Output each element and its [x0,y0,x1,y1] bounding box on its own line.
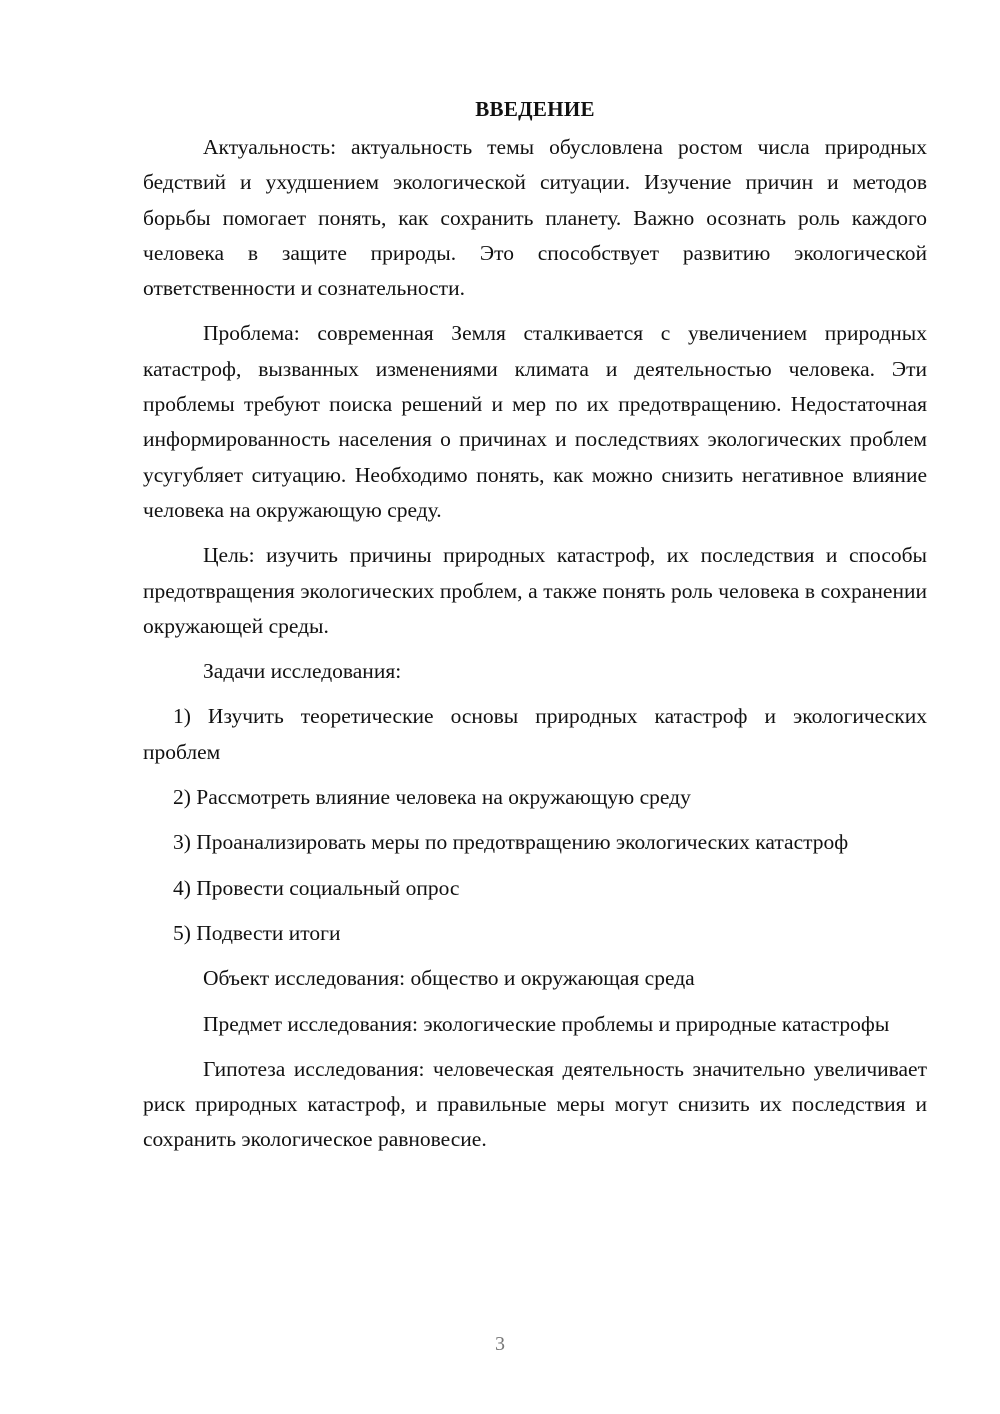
research-object-paragraph: Объект исследования: общество и окружающая среда [203,966,695,991]
task-item-2: 2) Рассмотреть влияние человека на окружающую среду [173,785,691,810]
page-number: 3 [495,1333,505,1355]
task-item-3: 3) Проанализировать меры по предотвращению экологических катастроф [173,830,849,855]
goal-paragraph: Цель: изучить причины природных катастроф, их последствия и способы предотвращения экологических проблем, а также понять роль человека в сохранении окружающей среды. [143,543,927,638]
relevance-paragraph: Актуальность: актуальность темы обусловлена ростом числа природных бедствий и ухудшением экологической ситуации. Изучение причин и методов борьбы помогает понять, как сохранить планету. Важно осознать роль каждого человека в защите природы. Это способствует развитию экологической ответственности и сознательности. [143,135,927,301]
hypothesis-paragraph: Гипотеза исследования: человеческая деятельность значительно увеличивает риск природных катастроф, и правильные меры могут снизить их последствия и сохранить экологическое равновесие. [143,1056,927,1152]
section-title: ВВЕДЕНИЕ [475,97,595,121]
tasks-heading: Задачи исследования: [203,659,402,684]
document-page [143,92,927,1168]
task-item-5: 5) Подвести итоги [173,920,341,945]
task-item-1: 1) Изучить теоретические основы природных катастроф и экологических проблем [143,704,927,764]
problem-paragraph: Проблема: современная Земля сталкивается с увеличением природных катастроф, вызванных изменениями климата и деятельностью человека. Эти проблемы требуют поиска решений и мер по их предотвращению. Недостаточная информированность населения о причинах и последствиях экологических проблем усугубляет ситуацию. Необходимо понять, как можно снизить негативное влияние человека на окружающую среду. [143,321,927,522]
research-subject-paragraph: Предмет исследования: экологические проблемы и природные катастрофы [203,1011,890,1036]
task-item-4: 4) Провести социальный опрос [173,875,460,900]
